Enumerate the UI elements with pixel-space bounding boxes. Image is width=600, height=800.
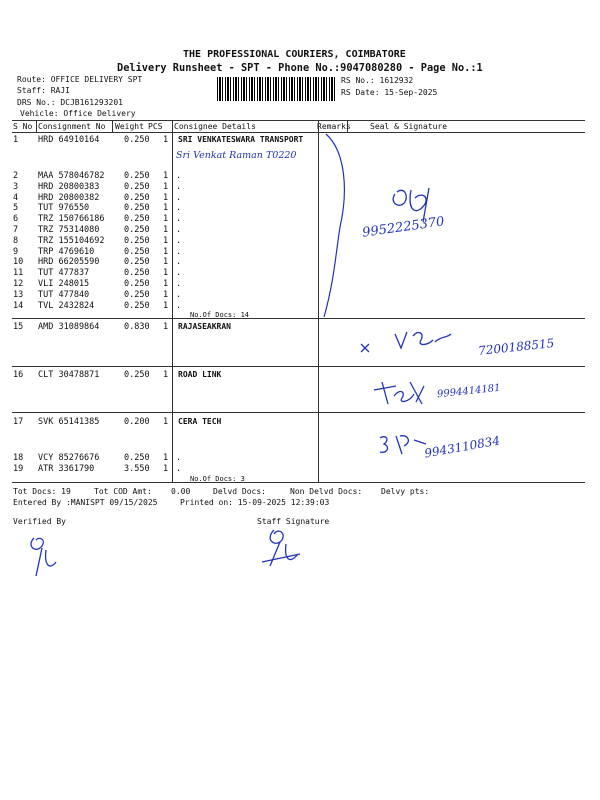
signature-note-3: 9994414181 [436, 382, 502, 401]
tot-cod-label: Tot COD Amt: [94, 487, 152, 496]
table-row [0, 290, 600, 301]
delvd-docs: Delvd Docs: [213, 487, 266, 496]
cell-weight: 3.550 [124, 463, 150, 474]
handwritten-receiver: Sri Venkat Raman T0220 [176, 150, 297, 161]
cell-sno: 7 [13, 225, 19, 235]
non-delvd-docs: Non Delvd Docs: [290, 487, 363, 496]
cell-sno: 13 [13, 289, 24, 300]
signature-note-4: 9943110834 [423, 433, 501, 461]
cell-weight: 0.250 [124, 279, 150, 289]
cell-pcs: 1 [163, 171, 169, 181]
signature-note-2: 7200188515 [477, 336, 555, 358]
table-row [0, 214, 600, 225]
consignee-name: SRI VENKATESWARA TRANSPORT [178, 135, 304, 144]
cell-weight: 0.250 [124, 203, 150, 214]
cell-sno: 18 [13, 453, 24, 463]
cell-weight: 0.250 [124, 214, 150, 225]
table-row: 16 CLT 30478871 0.250 1 [13, 370, 169, 380]
verifier-signature [22, 532, 62, 580]
drs-label: DRS No.: DCJB161293201 [17, 98, 123, 107]
table-row [0, 171, 600, 182]
cell-cons: HRD 20800383 [38, 181, 100, 192]
cell-weight: 0.250 [124, 289, 150, 300]
cell-sno: 2 [13, 171, 19, 181]
cell-cons: HRD 66205590 [38, 257, 100, 268]
cell-weight: 0.250 [124, 225, 150, 235]
cell-cons: ATR 3361790 [38, 463, 95, 474]
cell-cons: TVL 2432824 [38, 300, 95, 311]
no-of-docs: No.Of Docs: 3 [190, 475, 245, 483]
table-row [0, 236, 600, 247]
table-row [0, 464, 600, 475]
table-row: 15 AMD 31089864 0.830 1 [13, 322, 169, 332]
cell-sno: 6 [13, 214, 19, 225]
consignee-dot: . [176, 171, 182, 181]
cell-pcs: 1 [163, 192, 169, 203]
cell-sno: 19 [13, 463, 24, 474]
consignee-dot: . [176, 192, 182, 203]
col-weight: Weight [115, 122, 144, 131]
consignee-dot: . [176, 453, 182, 463]
cell-pcs: 1 [163, 214, 169, 225]
cell-cons: TRZ 75314080 [38, 225, 100, 235]
table-row [0, 247, 600, 258]
table-row [0, 193, 600, 204]
no-of-docs: No.Of Docs: 14 [190, 311, 250, 319]
cell-weight: 0.250 [124, 246, 150, 257]
cell-cons: TRZ 155104692 [38, 235, 105, 246]
cell-pcs: 1 [163, 289, 169, 300]
consignee-dot: . [176, 268, 182, 279]
cell-cons: VLI 248015 [38, 279, 90, 289]
table-row [0, 182, 600, 193]
cell-sno: 9 [13, 246, 19, 257]
rs-number: RS No.: 1612932 [341, 76, 414, 85]
staff-signature-label: Staff Signature [257, 517, 330, 526]
col-sno: S No [13, 122, 33, 131]
cell-sno: 5 [13, 203, 19, 214]
table-row [0, 225, 600, 236]
consignee-dot: . [176, 214, 182, 225]
cell-pcs: 1 [163, 181, 169, 192]
cell-cons: TUT 477837 [38, 268, 90, 279]
cell-weight: 0.250 [124, 268, 150, 279]
verified-by: Verified By [13, 517, 66, 526]
consignee-dot: . [176, 279, 182, 289]
col-pcs: PCS [148, 122, 163, 131]
staff-signature [258, 524, 306, 570]
cell-sno: 12 [13, 279, 24, 289]
signature-3 [370, 378, 440, 410]
bracket-mark [318, 132, 358, 322]
cell-cons: VCY 85276676 [38, 453, 100, 463]
cell-sno: 3 [13, 181, 19, 192]
cell-weight: 0.250 [124, 453, 150, 463]
cell-pcs: 1 [163, 257, 169, 268]
col-remarks: Remarks [317, 122, 351, 131]
cell-pcs: 1 [163, 235, 169, 246]
delvy-pts: Delvy pts: [381, 487, 430, 496]
table-row [0, 301, 600, 312]
staff-label: Staff: RAJI [17, 86, 70, 95]
cell-pcs: 1 [163, 246, 169, 257]
table-row [0, 279, 600, 290]
cell-weight: 0.250 [124, 235, 150, 246]
table-row [0, 203, 600, 214]
consignee-dot: . [176, 225, 182, 235]
barcode [217, 77, 336, 101]
cell-cons: TRP 4769610 [38, 246, 95, 257]
col-seal: Seal & Signature [370, 122, 448, 131]
consignee-dot: . [176, 463, 182, 474]
entered-by: Entered By :MANISPT 09/15/2025 [13, 498, 158, 507]
cell-cons: MAA 578046782 [38, 171, 105, 181]
table-row [0, 268, 600, 279]
cell-pcs: 1 [163, 225, 169, 235]
rs-date: RS Date: 15-Sep-2025 [341, 88, 438, 97]
cell-weight: 0.250 [124, 171, 150, 181]
cell-pcs: 1 [163, 463, 169, 474]
cell-pcs: 1 [163, 453, 169, 463]
consignee-name: RAJASEAKRAN [178, 322, 231, 331]
consignee-name: ROAD LINK [178, 370, 222, 379]
consignee-dot: . [176, 289, 182, 300]
consignee-dot: . [176, 300, 182, 311]
table-row: 17 SVK 65141385 0.200 1 [13, 417, 169, 427]
consignee-name: CERA TECH [178, 417, 222, 426]
consignee-dot: . [176, 246, 182, 257]
signature-2 [355, 322, 475, 360]
cell-cons: TUT 477840 [38, 289, 90, 300]
cell-sno: 11 [13, 268, 24, 279]
col-consignee: Consignee Details [174, 122, 256, 131]
consignee-dot: . [176, 235, 182, 246]
cell-pcs: 1 [163, 279, 169, 289]
tot-docs: Tot Docs: 19 [13, 487, 71, 496]
cell-cons: TUT 976550 [38, 203, 90, 214]
cell-sno: 8 [13, 235, 19, 246]
cell-pcs: 1 [163, 203, 169, 214]
cell-weight: 0.250 [124, 181, 150, 192]
cell-weight: 0.250 [124, 257, 150, 268]
cell-cons: TRZ 150766186 [38, 214, 105, 225]
vehicle-label: Vehicle: Office Delivery [20, 109, 136, 118]
tot-cod-value: 0.00 [171, 487, 191, 496]
consignee-dot: . [176, 257, 182, 268]
runsheet-subtitle: Delivery Runsheet - SPT - Phone No.:9047080280 - Page No.:1 [117, 62, 483, 74]
route-label: Route: OFFICE DELIVERY SPT [17, 75, 143, 84]
col-consignment: Consignment No [38, 122, 106, 131]
cell-weight: 0.250 [124, 300, 150, 311]
cell-sno: 4 [13, 192, 19, 203]
cell-sno: 14 [13, 300, 24, 311]
signature-note-1: 9952225370 [361, 214, 446, 241]
table-row: 1 HRD 64910164 0.250 1 [13, 135, 169, 145]
table-row [0, 453, 600, 464]
company-title: THE PROFESSIONAL COURIERS, COIMBATORE [183, 49, 406, 60]
table-row [0, 257, 600, 268]
cell-pcs: 1 [163, 268, 169, 279]
cell-sno: 10 [13, 257, 24, 268]
cell-cons: HRD 20800382 [38, 192, 100, 203]
cell-pcs: 1 [163, 300, 169, 311]
printed-on: Printed on: 15-09-2025 12:39:03 [180, 498, 330, 507]
consignee-dot: . [176, 181, 182, 192]
consignee-dot: . [176, 203, 182, 214]
cell-weight: 0.250 [124, 192, 150, 203]
